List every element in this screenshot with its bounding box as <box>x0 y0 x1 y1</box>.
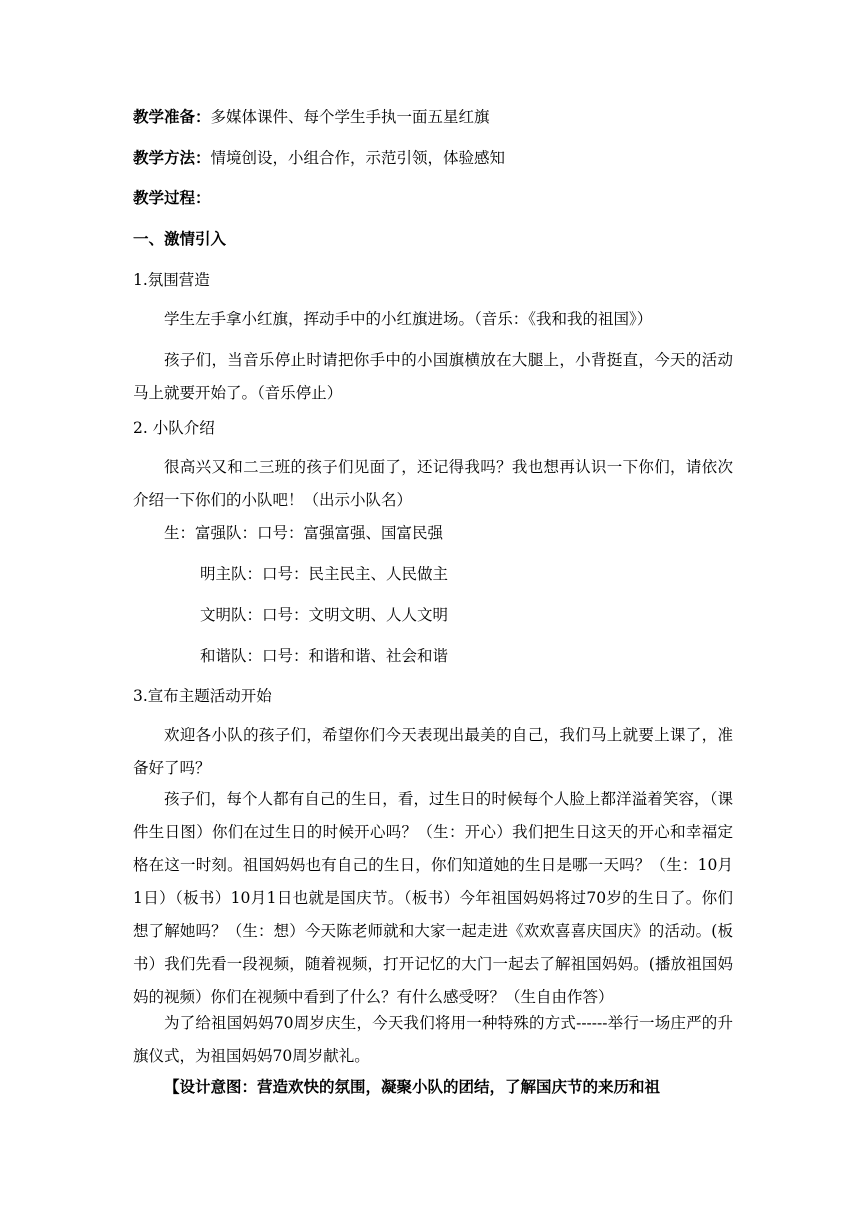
teaching-preparation-label: 教学准备： <box>133 107 211 126</box>
paragraph-2: 孩子们，当音乐停止时请把你手中的小国旗横放在大腿上，小背挺直，今天的活动马上就要开始了。（音乐停止） <box>133 351 733 402</box>
paragraph-4: 欢迎各小队的孩子们，希望你们今天表现出最美的自己，我们马上就要上课了，准备好了吗？ <box>133 726 733 777</box>
section-1-heading: 一、激情引入 <box>133 229 227 248</box>
paragraph-1: 学生左手拿小红旗，挥动手中的小红旗进场。（音乐：《我和我的祖国》） <box>164 310 653 328</box>
team-line-4: 和谐队：口号：和谐和谐、社会和谐 <box>200 647 449 665</box>
paragraph-5: 孩子们，每个人都有自己的生日，看，过生日的时候每个人脸上都洋溢着笑容，（课件生日图）你们在过生日的时候开心吗？（生：开心）我们把生日这天的开心和幸福定格在这一时刻。祖国妈妈也有自己的生日，你们知道她的生日是哪一天吗？（生：10月1日）（板书）10月1日也就是国庆节。（板书）今年祖国妈妈将过70岁的生日了。你们想了解她吗？（生：想）今天陈老师就和大家一起走进《欢欢喜喜庆国庆》的活动。(板书）我们先看一段视频，随着视频，打开记忆的大门一起去了解祖国妈妈。(播放祖国妈妈的视频）你们在视频中看到了什么？有什么感受呀？（生自由作答） <box>133 790 733 1006</box>
teaching-process-heading: 教学过程： <box>133 188 211 207</box>
team-line-2: 明主队：口号：民主民主、人民做主 <box>200 565 449 583</box>
teaching-method-label: 教学方法： <box>133 148 211 167</box>
subsection-3-heading: 3.宣布主题活动开始 <box>133 687 272 705</box>
subsection-2-heading: 2. 小队介绍 <box>133 419 215 437</box>
teaching-preparation <box>133 106 733 128</box>
subsection-1-heading: 1.氛围营造 <box>133 271 210 289</box>
team-line-3: 文明队：口号：文明文明、人人文明 <box>200 606 449 624</box>
paragraph-3: 很高兴又和二三班的孩子们见面了，还记得我吗？我也想再认识一下你们，请依次介绍一下你们的小队吧！（出示小队名） <box>133 458 733 509</box>
team-line-1: 生：富强队：口号：富强富强、国富民强 <box>164 524 444 542</box>
teaching-method-text: 情境创设，小组合作，示范引领，体验感知 <box>210 149 506 167</box>
teaching-preparation-text: 多媒体课件、每个学生手执一面五星红旗 <box>210 108 490 126</box>
paragraph-6: 为了给祖国妈妈70周岁庆生，今天我们将用一种特殊的方式------举行一场庄严的升旗仪式，为祖国妈妈70周岁献礼。 <box>133 1014 733 1065</box>
teaching-method <box>133 147 733 169</box>
design-intent: 【设计意图：营造欢快的氛围，凝聚小队的团结，了解国庆节的来历和祖 <box>164 1077 661 1096</box>
